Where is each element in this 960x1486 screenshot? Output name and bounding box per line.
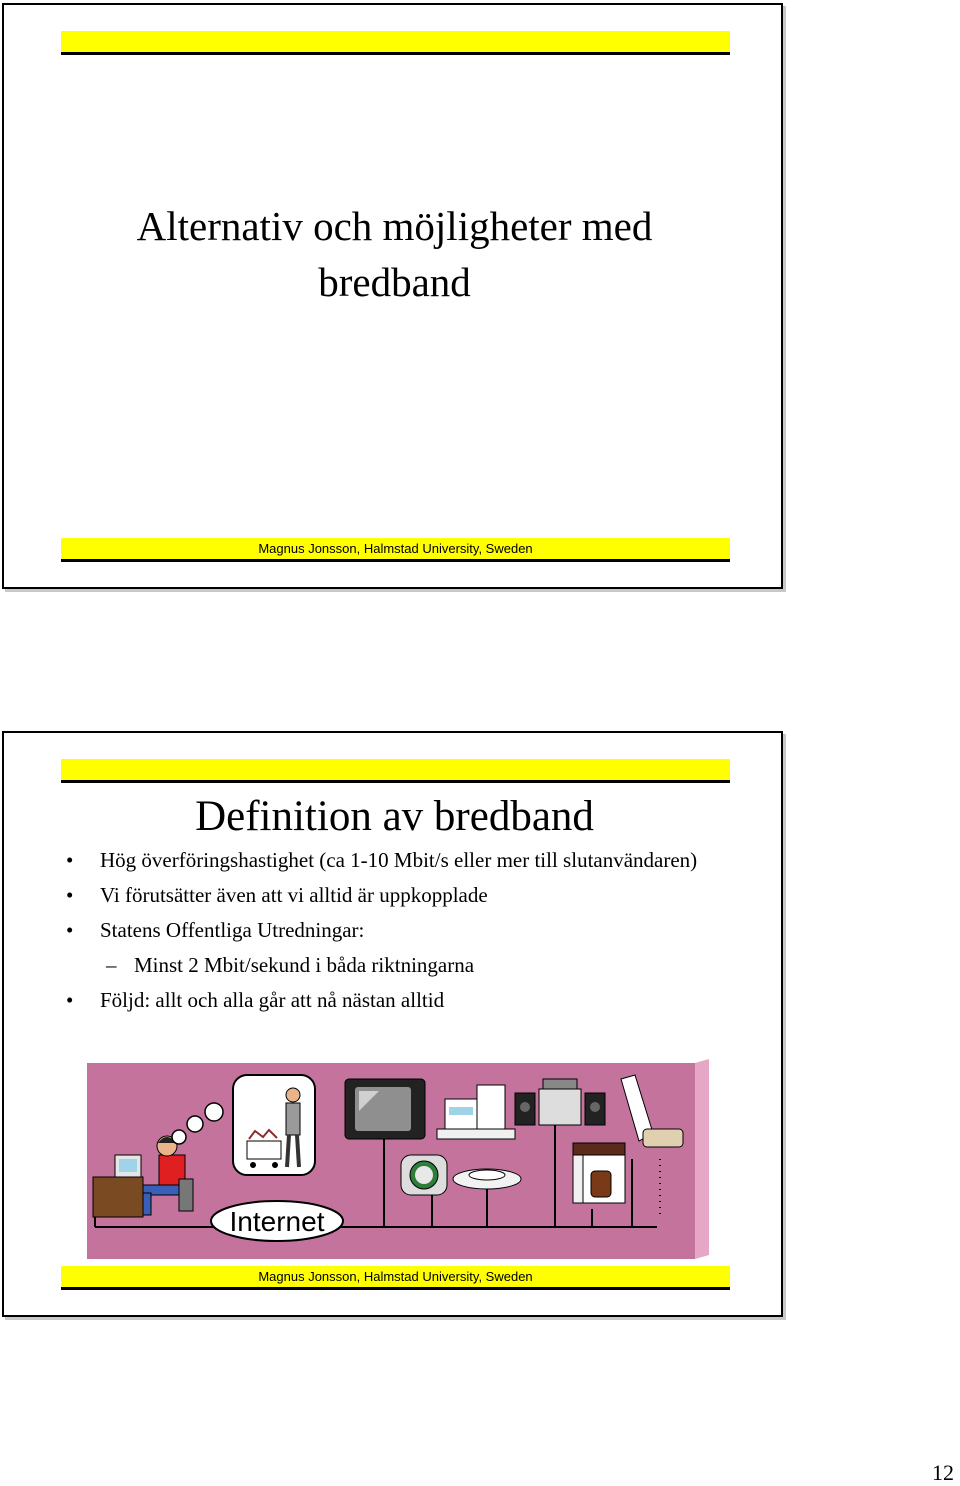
- shopper-thought: [233, 1075, 315, 1175]
- smoke-detector: [453, 1169, 521, 1189]
- footer-bar: [61, 1266, 730, 1290]
- slide-2: [2, 731, 783, 1317]
- header-bar: [61, 759, 730, 783]
- page-number: 12: [932, 1460, 954, 1485]
- title-line-2: bredband: [318, 259, 471, 305]
- tv: [345, 1079, 425, 1139]
- footer-text: Magnus Jonsson, Halmstad University, Sweden: [258, 1269, 533, 1284]
- bullet-list: [66, 847, 766, 1022]
- slide-1: [2, 3, 783, 589]
- power-meter: [401, 1155, 447, 1195]
- bullet-item: • Statens Offentliga Utredningar:: [66, 918, 365, 942]
- footer-bar: [61, 538, 730, 562]
- bullet-item: • Vi förutsätter även att vi alltid är uppkopplade: [66, 883, 488, 907]
- home-network-illustration: [87, 1059, 712, 1261]
- slide-2-title: Definition av bredband: [195, 793, 594, 840]
- coffee-maker: [573, 1143, 625, 1203]
- slide-1-title: [4, 198, 785, 310]
- header-bar: [61, 31, 730, 55]
- bullet-item: • Hög överföringshastighet (ca 1-10 Mbit/s eller mer till slutanvändaren): [66, 848, 698, 872]
- panel-edge: [695, 1059, 709, 1259]
- internet-label: Internet: [229, 1206, 325, 1237]
- internet-cloud: [211, 1201, 343, 1241]
- title-line-1: Alternativ och möjligheter med: [136, 203, 653, 249]
- footer-text: Magnus Jonsson, Halmstad University, Sweden: [258, 541, 533, 556]
- sub-bullet-item: – Minst 2 Mbit/sekund i båda riktningarna: [106, 953, 475, 977]
- bullet-item: • Följd: allt och alla går att nå nästan alltid: [66, 988, 445, 1012]
